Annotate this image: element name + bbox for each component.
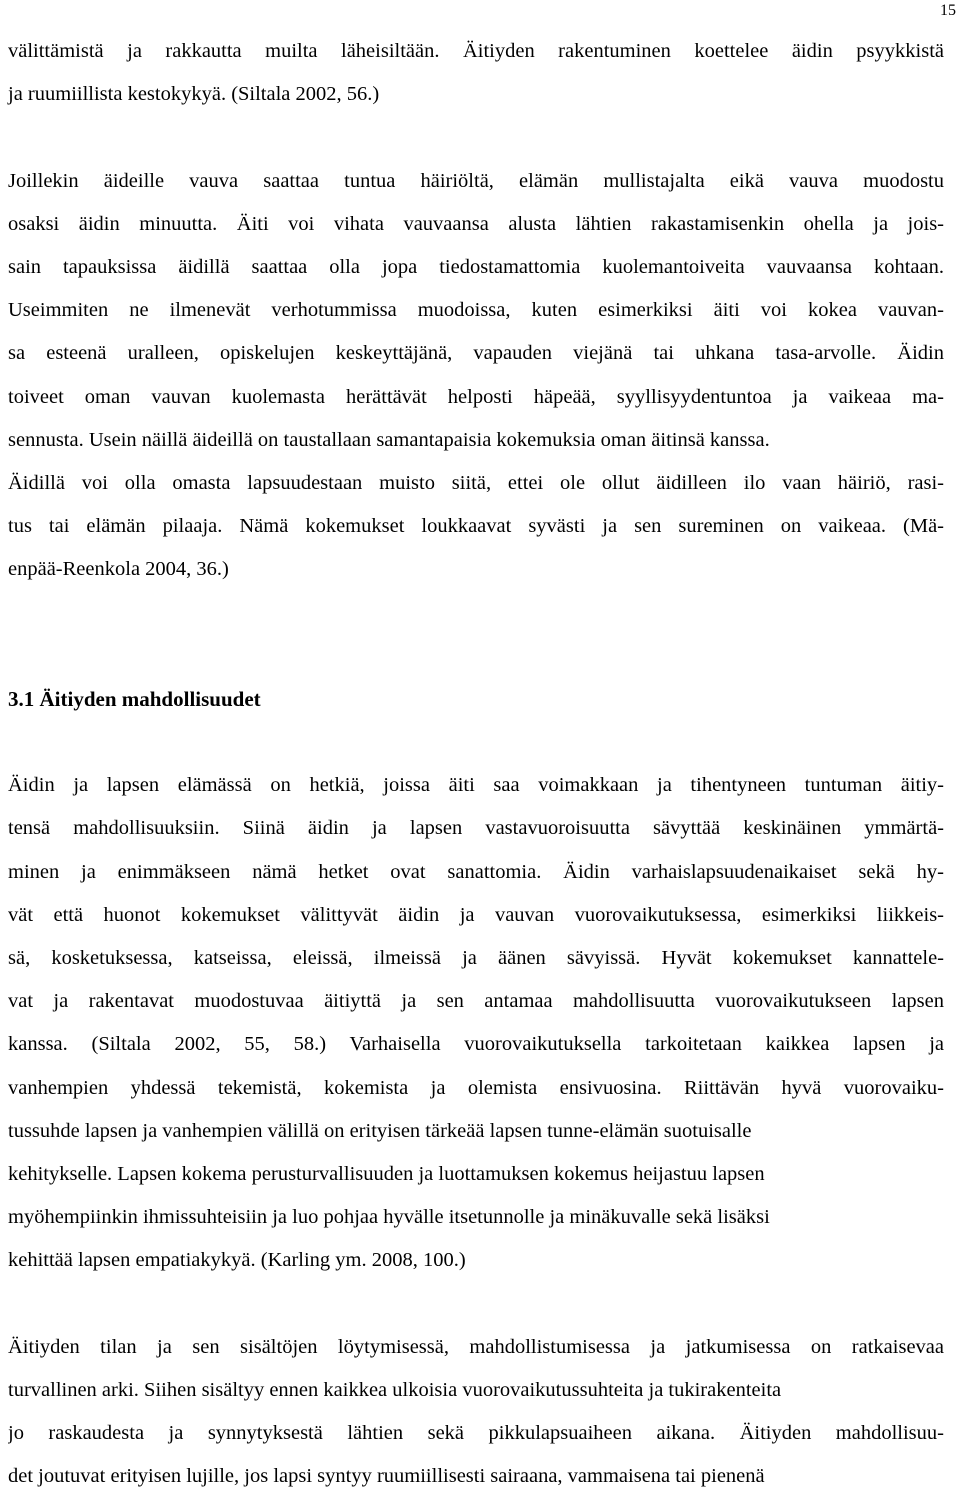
page-number: 15 — [940, 2, 956, 19]
text-line: jo raskaudesta ja synnytyksestä lähtien sekä pikkulapsuaiheen aikana. Äitiyden mahdollisuu- — [8, 1422, 944, 1445]
text-line: kanssa. (Siltala 2002, 55, 58.) Varhaisella vuorovaikutuksella tarkoitetaan kaikkea lapsen ja — [8, 1033, 944, 1056]
text-line: minen ja enimmäkseen nämä hetket ovat sanattomia. Äidin varhaislapsuudenaikaiset sekä hy- — [8, 860, 944, 883]
text-line: Joillekin äideille vauva saattaa tuntua häiriöltä, elämän mullistajalta eikä vauva muodostu — [8, 169, 944, 192]
text-line: Äitiyden tilan ja sen sisältöjen löytymisessä, mahdollistumisessa ja jatkumisessa on ratkaisevaa — [8, 1335, 944, 1358]
text-line: vat ja rakentavat muodostuvaa äitiyttä ja sen antamaa mahdollisuutta vuorovaikutukseen lapsen — [8, 990, 944, 1013]
text-line: tensä mahdollisuuksiin. Siinä äidin ja lapsen vastavuoroisuutta sävyttää keskinäinen ymmärtä- — [8, 817, 944, 840]
text-line: Useimmiten ne ilmenevät verhotummissa muodoissa, kuten esimerkiksi äiti voi kokea vauvan- — [8, 299, 944, 322]
text-line: sain tapauksissa äidillä saattaa olla jopa tiedostamattomia kuolemantoiveita vauvaansa kohtaan. — [8, 255, 944, 278]
text-line: Äidillä voi olla omasta lapsuudestaan muisto siitä, ettei ole ollut äidilleen ilo vaan häiriö, rasi- — [8, 471, 944, 494]
text-line: det joutuvat erityisen lujille, jos lapsi syntyy ruumiillisesti sairaana, vammaisena tai pienenä — [8, 1465, 765, 1488]
text-line: sä, kosketuksessa, katseissa, eleissä, ilmeissä ja äänen sävyissä. Hyvät kokemukset kannattele- — [8, 946, 944, 969]
paragraph-2 — [8, 160, 944, 592]
text-line: kehittää lapsen empatiakykyä. (Karling ym. 2008, 100.) — [8, 1249, 466, 1272]
text-line: vät että huonot kokemukset välittyvät äidin ja vauvan vuorovaikutuksessa, esimerkiksi liikkeis- — [8, 903, 944, 926]
section-heading — [8, 678, 944, 721]
text-line: Äidin ja lapsen elämässä on hetkiä, joissa äiti saa voimakkaan ja tihentyneen tuntuman äitiy- — [8, 774, 944, 797]
text-line: tussuhde lapsen ja vanhempien välillä on erityisen tärkeää lapsen tunne-elämän suotuisalle — [8, 1119, 752, 1142]
text-line: sa esteenä uralleen, opiskelujen keskeyttäjänä, vapauden viejänä tai uhkana tasa-arvolle. Äidin — [8, 342, 944, 365]
text-line: myöhempiinkin ihmissuhteisiin ja luo pohjaa hyvälle itsetunnolle ja minäkuvalle sekä lisäksi — [8, 1206, 770, 1229]
text-line: ja ruumiillista kestokykyä. (Siltala 2002, 56.) — [8, 83, 380, 106]
paragraph-4 — [8, 1326, 944, 1498]
text-line: turvallinen arki. Siihen sisältyy ennen kaikkea ulkoisia vuorovaikutussuhteita ja tukirakenteita — [8, 1378, 782, 1401]
text-line: vanhempien yhdessä tekemistä, kokemista ja olemista ensivuosina. Riittävän hyvä vuorovaiku- — [8, 1076, 944, 1099]
text-line: tus tai elämän pilaaja. Nämä kokemukset loukkaavat syvästi ja sen sureminen on vaikeaa. (Mä- — [8, 515, 944, 538]
text-line: välittämistä ja rakkautta muilta läheisiltään. Äitiyden rakentuminen koettelee äidin psyykkistä — [8, 40, 944, 62]
text-line: osaksi äidin minuutta. Äiti voi vihata vauvaansa alusta lähtien rakastamisenkin ohella ja jois- — [8, 212, 944, 235]
text-line: enpää-Reenkola 2004, 36.) — [8, 558, 229, 581]
text-line: toiveet oman vauvan kuolemasta herättävät helposti häpeää, syyllisyydentuntoa ja vaikeaa ma- — [8, 385, 944, 408]
document-body — [8, 30, 944, 1498]
text-line: kehitykselle. Lapsen kokema perusturvallisuuden ja luottamuksen kokemus heijastuu lapsen — [8, 1162, 765, 1185]
paragraph-1 — [8, 30, 944, 116]
paragraph-3 — [8, 764, 944, 1282]
section-title: 3.1 Äitiyden mahdollisuudet — [8, 686, 261, 711]
text-line: sennusta. Usein näillä äideillä on taustallaan samantapaisia kokemuksia oman äitinsä kanssa. — [8, 428, 770, 451]
